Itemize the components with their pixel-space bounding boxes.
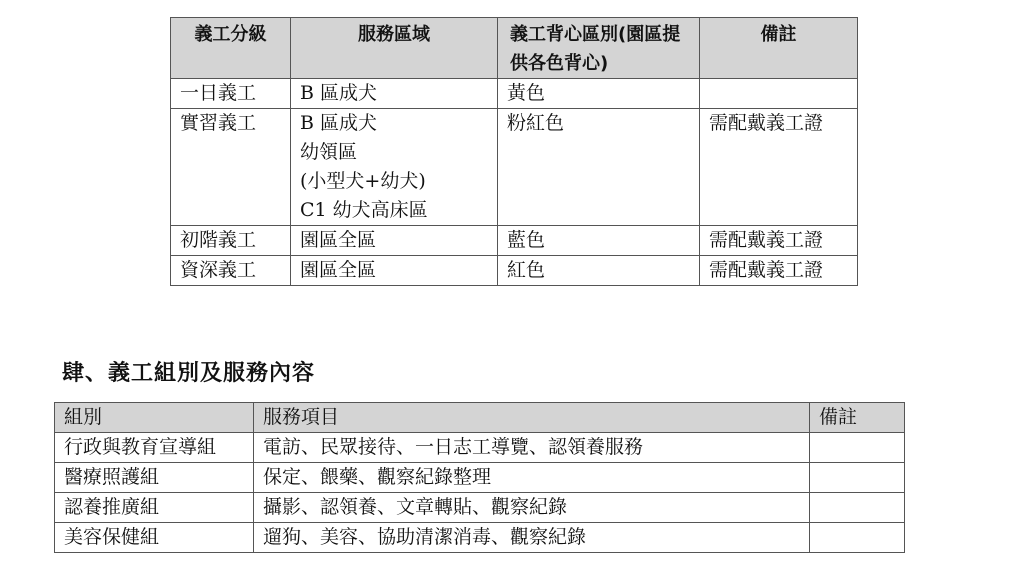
volunteer-group-table: [54, 402, 905, 553]
note-cell: [700, 79, 858, 109]
area-cell: 園區全區: [291, 226, 498, 256]
volunteer-level-table: [170, 17, 858, 286]
note-cell: 需配戴義工證: [700, 226, 858, 256]
vest-cell: 藍色: [498, 226, 700, 256]
vest-cell: 紅色: [498, 256, 700, 286]
table-row: [55, 523, 905, 553]
table-row: [55, 433, 905, 463]
level-cell: 一日義工: [171, 79, 291, 109]
group-cell: 美容保健組: [55, 523, 254, 553]
section-heading: 肆、義工組別及服務內容: [62, 361, 316, 386]
table-row: [171, 109, 858, 226]
header-area: 服務區域: [291, 18, 498, 79]
note-cell: 需配戴義工證: [700, 256, 858, 286]
table-row: [55, 463, 905, 493]
header-group: 組別: [55, 403, 254, 433]
header-note: 備註: [700, 18, 858, 79]
note-cell: [810, 523, 905, 553]
items-cell: 遛狗、美容、協助清潔消毒、觀察紀錄: [254, 523, 810, 553]
note-cell: [810, 463, 905, 493]
header-level: 義工分級: [171, 18, 291, 79]
level-cell: 實習義工: [171, 109, 291, 226]
area-cell: 園區全區: [291, 256, 498, 286]
level-cell: 資深義工: [171, 256, 291, 286]
header-items: 服務項目: [254, 403, 810, 433]
vest-cell: 黃色: [498, 79, 700, 109]
note-cell: [810, 493, 905, 523]
header-vest: 義工背心區別(園區提供各色背心): [498, 18, 700, 79]
items-cell: 攝影、認領養、文章轉貼、觀察紀錄: [254, 493, 810, 523]
table-row: [171, 256, 858, 286]
group-cell: 行政與教育宣導組: [55, 433, 254, 463]
group-cell: 認養推廣組: [55, 493, 254, 523]
table-row: [171, 226, 858, 256]
note-cell: [810, 433, 905, 463]
level-cell: 初階義工: [171, 226, 291, 256]
table-header-row: [55, 403, 905, 433]
vest-cell: 粉紅色: [498, 109, 700, 226]
table-header-row: [171, 18, 858, 79]
note-cell: 需配戴義工證: [700, 109, 858, 226]
header-note: 備註: [810, 403, 905, 433]
items-cell: 保定、餵藥、觀察紀錄整理: [254, 463, 810, 493]
table-row: [171, 79, 858, 109]
table-row: [55, 493, 905, 523]
group-cell: 醫療照護組: [55, 463, 254, 493]
area-cell: B 區成犬 幼領區 (小型犬+幼犬) C1 幼犬高床區: [291, 109, 498, 226]
area-cell: B 區成犬: [291, 79, 498, 109]
items-cell: 電訪、民眾接待、一日志工導覽、認領養服務: [254, 433, 810, 463]
